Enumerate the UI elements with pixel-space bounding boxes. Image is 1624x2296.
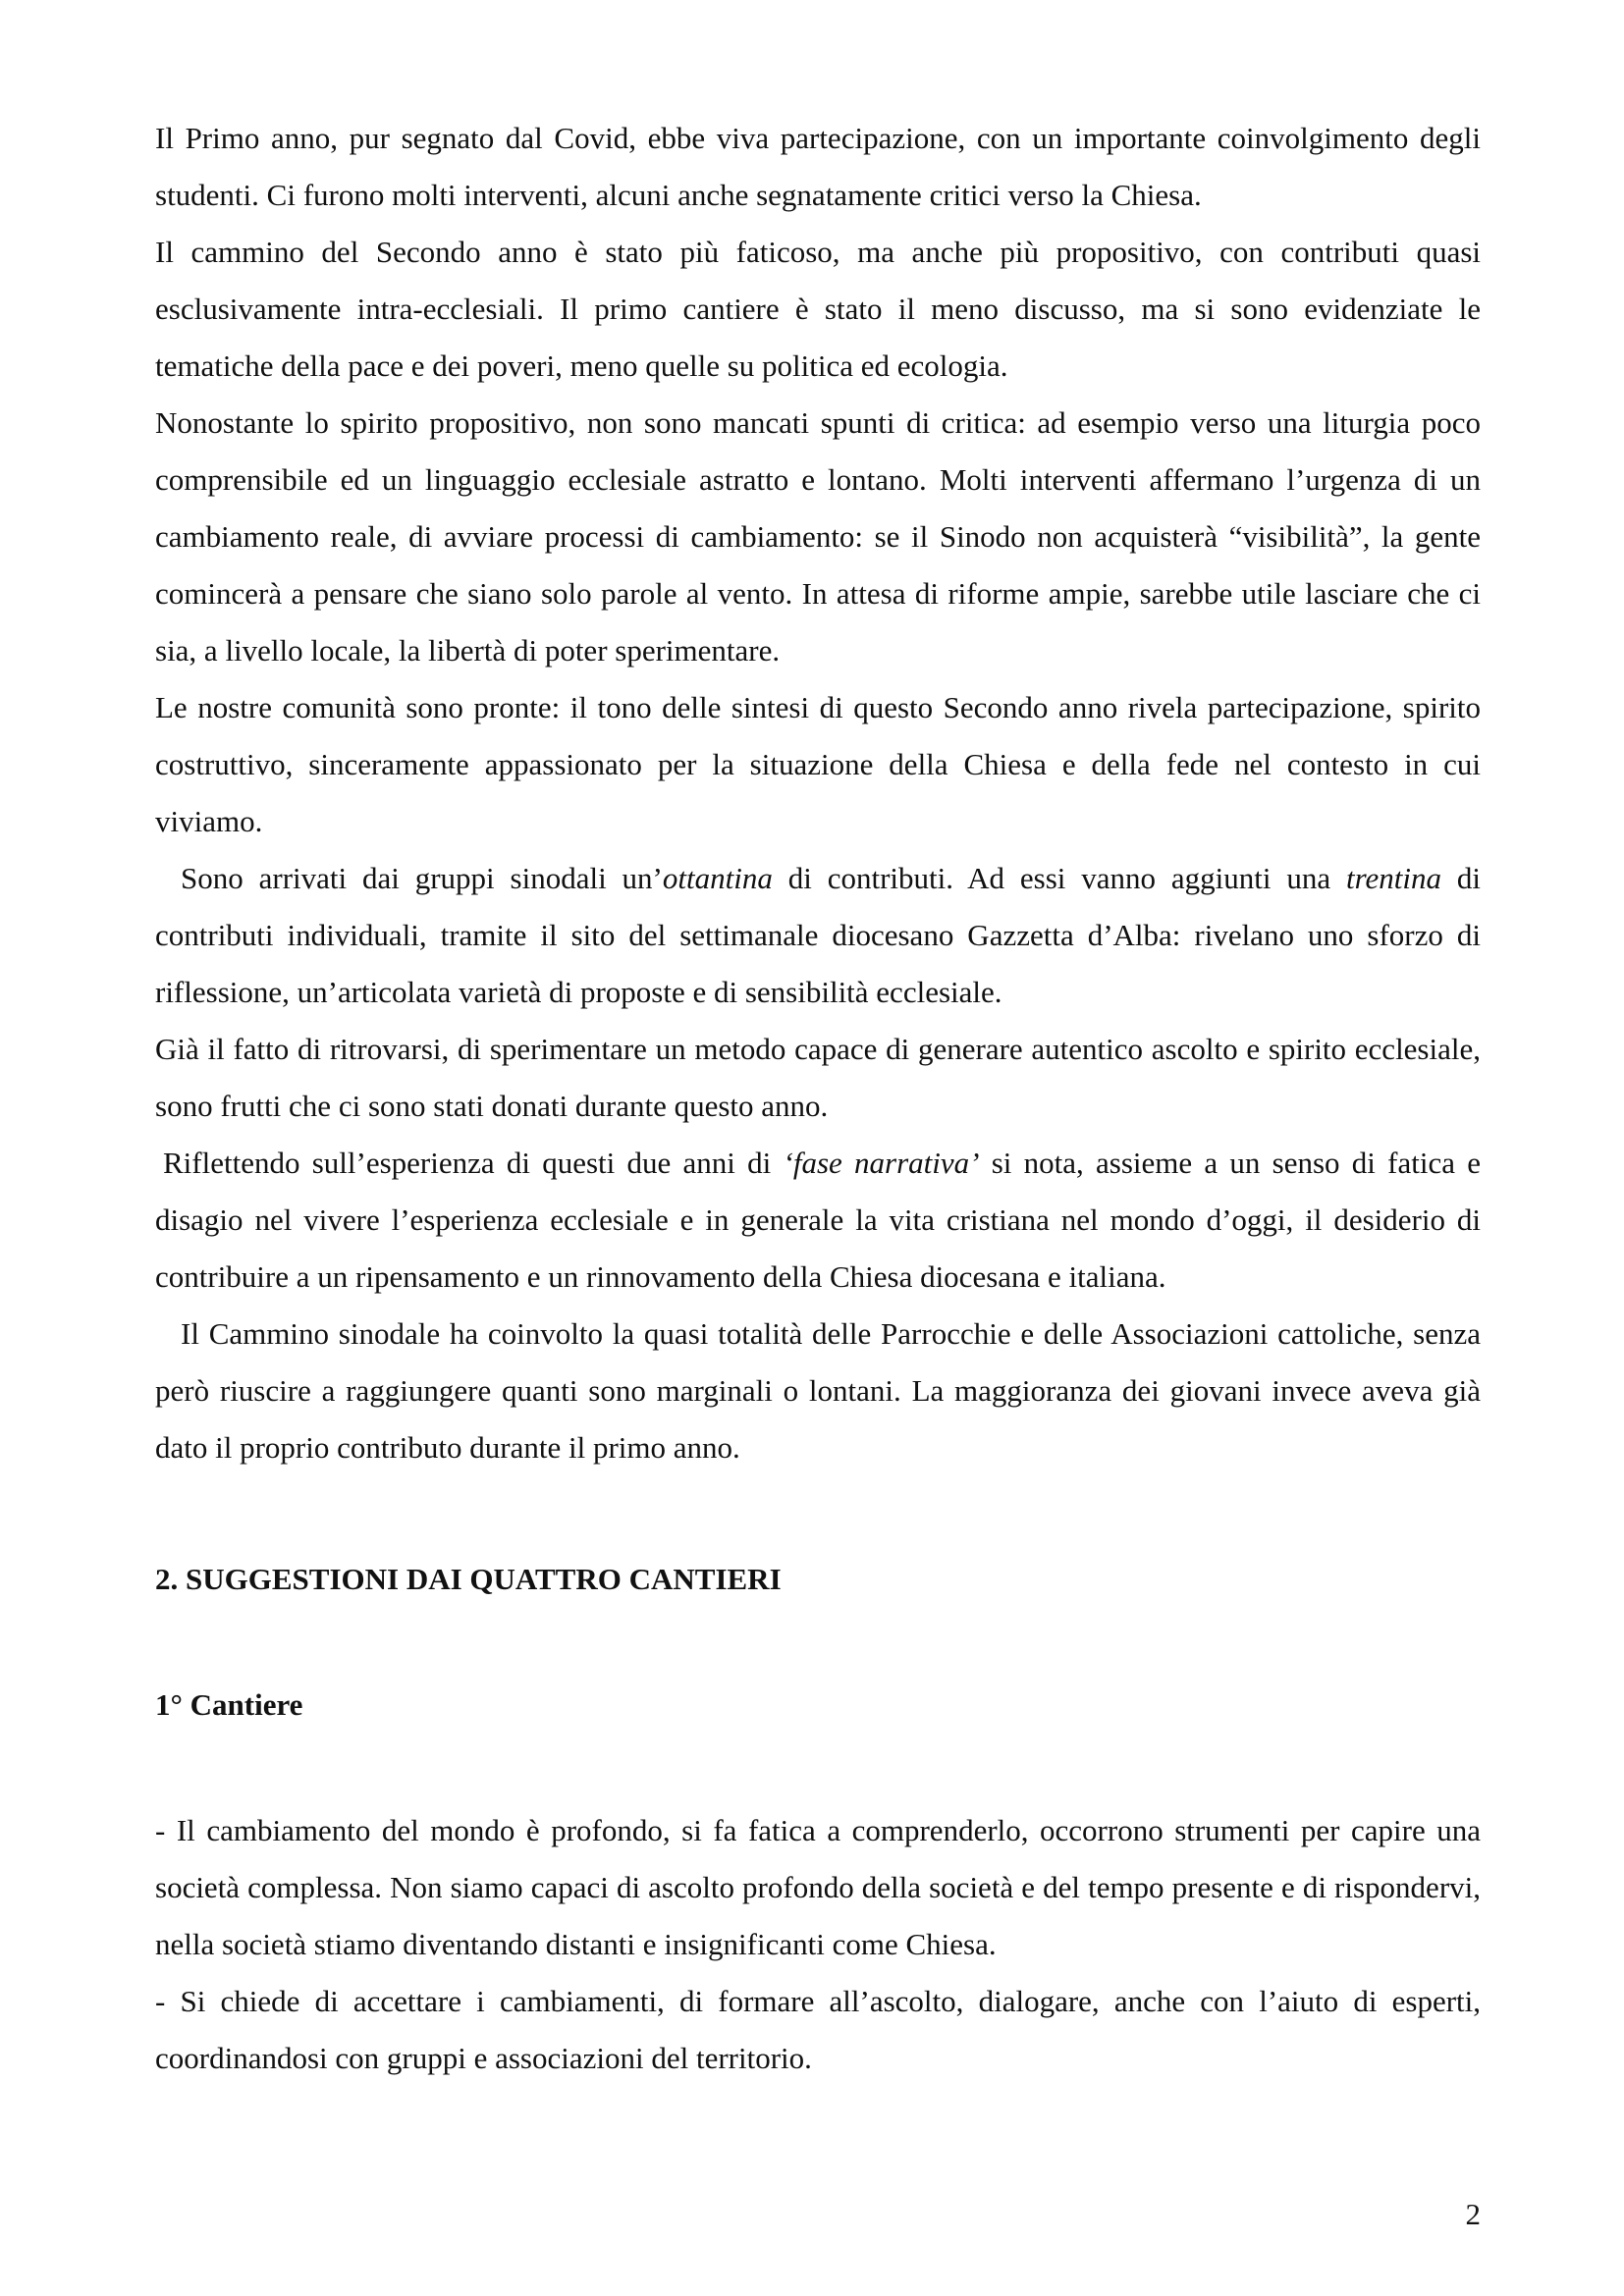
paragraph-fase-narrativa-italic: ‘fase narrativa’ xyxy=(783,1146,980,1180)
paragraph-ritrovarsi: Già il fatto di ritrovarsi, di sperimentare un metodo capace di generare autentico ascolto e spirito ecclesiale, sono frutti che ci sono stati donati durante questo anno. xyxy=(155,1032,1481,1123)
list-item: - Si chiede di accettare i cambiamenti, di formare all’ascolto, dialogare, anche con l’aiuto di esperti, coordinandosi con gruppi e associazioni del territorio. xyxy=(155,1984,1481,2075)
section-subheading: 1° Cantiere xyxy=(155,1687,303,1722)
page-number: 2 xyxy=(1465,2197,1481,2231)
paragraph-spunti-critica: Nonostante lo spirito propositivo, non sono mancati spunti di critica: ad esempio verso una liturgia poco comprensibile ed un linguaggio ecclesiale astratto e lontano. Molti interventi affermano l’urgenza di un cambiamento reale, di avviare processi di cambiamento: se il Sinodo non acquisterà “visibilità”, la gente comincerà a pensare che siano solo parole al vento. In attesa di riforme ampie, sarebbe utile lasciare che ci sia, a livello locale, la libertà di poter sperimentare. xyxy=(155,405,1481,667)
spacer xyxy=(155,1608,1481,1677)
paragraph-contributi-italic-2: trentina xyxy=(1345,861,1441,895)
section-heading: 2. SUGGESTIONI DAI QUATTRO CANTIERI xyxy=(155,1562,782,1596)
paragraph-fase-narrativa-text-1: Riflettendo sull’esperienza di questi due anni di xyxy=(163,1146,784,1180)
spacer xyxy=(155,1734,1481,1802)
paragraph-contributi-text-1: Sono arrivati dai gruppi sinodali un’ xyxy=(181,861,663,895)
paragraph-fase-narrativa-text-2: si nota, assieme a un senso di fatica e disagio nel vivere l’esperienza ecclesiale e in generale la vita cristiana nel mondo d’oggi, il desiderio di contribuire a un ripensamento e un rinnovamento della Chiesa diocesana e italiana. xyxy=(155,1146,1481,1294)
paragraph-contributi-italic-1: ottantina xyxy=(662,861,773,895)
paragraph-secondo-anno: Il cammino del Secondo anno è stato più faticoso, ma anche più propositivo, con contributi quasi esclusivamente intra-ecclesiali. Il primo cantiere è stato il meno discusso, ma si sono evidenziate le tematiche della pace e dei poveri, meno quelle su politica ed ecologia. xyxy=(155,235,1481,383)
paragraph-contributi xyxy=(155,850,1481,1021)
paragraph-contributi-text-2: di contributi. Ad essi vanno aggiunti una xyxy=(772,861,1346,895)
paragraph-fase-narrativa xyxy=(155,1135,1481,1306)
paragraph-primo-anno: Il Primo anno, pur segnato dal Covid, ebbe viva partecipazione, con un importante coinvolgimento degli studenti. Ci furono molti interventi, alcuni anche segnatamente critici verso la Chiesa. xyxy=(155,121,1481,212)
paragraph-cammino-sinodale: Il Cammino sinodale ha coinvolto la quasi totalità delle Parrocchie e delle Associazioni cattoliche, senza però riuscire a raggiungere quanti sono marginali o lontani. La maggioranza dei giovani invece aveva già dato il proprio contributo durante il primo anno. xyxy=(155,1316,1481,1465)
spacer xyxy=(155,1476,1481,1551)
paragraph-contributi-text-3: di contributi individuali, tramite il sito del settimanale diocesano Gazzetta d’Alba: rivelano uno sforzo di riflessione, un’articolata varietà di proposte e di sensibilità ecclesiale. xyxy=(155,861,1481,1009)
list-item: - Il cambiamento del mondo è profondo, si fa fatica a comprenderlo, occorrono strumenti per capire una società complessa. Non siamo capaci di ascolto profondo della società e del tempo presente e di rispondervi, nella società stiamo diventando distanti e insignificanti come Chiesa. xyxy=(155,1813,1481,1961)
paragraph-comunita-pronte: Le nostre comunità sono pronte: il tono delle sintesi di questo Secondo anno rivela partecipazione, spirito costruttivo, sinceramente appassionato per la situazione della Chiesa e della fede nel contesto in cui viviamo. xyxy=(155,690,1481,838)
page-content xyxy=(155,110,1481,2087)
